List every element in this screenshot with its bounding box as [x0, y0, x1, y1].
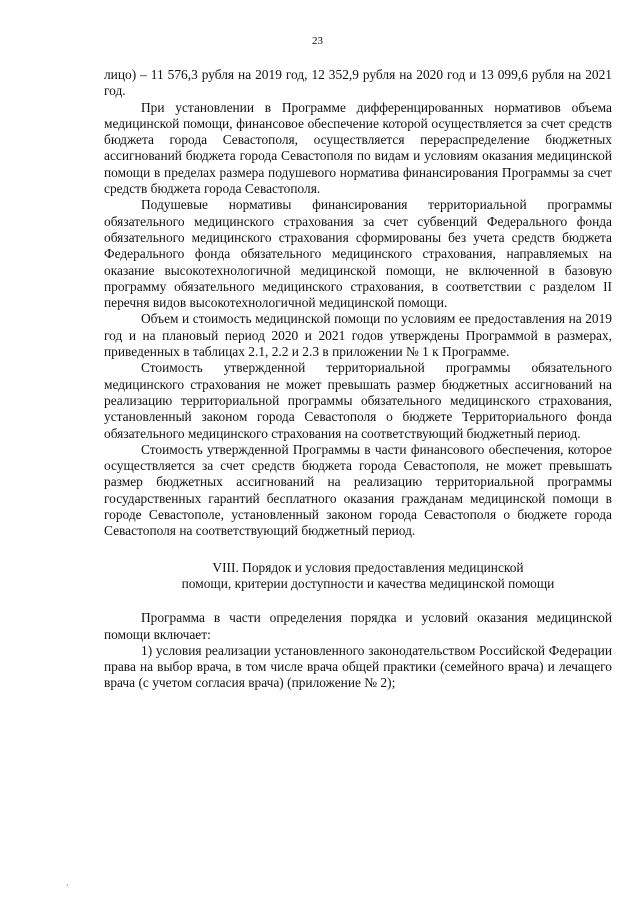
scan-mark: ˏ [66, 876, 69, 886]
spacer [104, 592, 612, 610]
document-body [104, 67, 612, 692]
spacer [104, 540, 612, 560]
paragraph-continuation: лицо) – 11 576,3 рубля на 2019 год, 12 352,9 рубля на 2020 год и 13 099,6 рубля на 2021 год. [104, 67, 612, 99]
paragraph-differentiated-norms: При установлении в Программе дифференцированных нормативов объема медицинской помощи, финансовое обеспечение которой осуществляется за счет средств бюджета города Севастополя, осуществляется перераспределение бюджетных ассигнований бюджета города Севастополя по видам и условиям оказания медицинской помощи в пределах размера подушевого норматива финансирования Программы за счет средств бюджета города Севастополя. [104, 99, 612, 197]
paragraph-list-item-1: 1) условия реализации установленного законодательством Российской Федерации права на выбор врача, в том числе врача общей практики (семейного врача) и лечащего врача (с учетом согласия врача) (приложение № 2); [104, 642, 612, 691]
page-number: 23 [312, 35, 323, 47]
paragraph-oms-cost-limit: Стоимость утвержденной территориальной программы обязательного медицинского страхования не может превышать размер бюджетных ассигнований на реализацию территориальной программы обязательного медицинского страхования, установленный законом города Севастополя о бюджете Территориального фонда обязательного медицинского страхования на соответствующий бюджетный период. [104, 360, 612, 441]
paragraph-per-capita-norms: Подушевые нормативы финансирования территориальной программы обязательного медицинского страхования за счет субвенций Федерального фонда обязательного медицинского страхования сформированы без учета средств бюджета Федерального фонда обязательного медицинского страхования, направляемых на оказание высокотехнологичной медицинской помощи, не включенной в базовую программу обязательного медицинского страхования, в соответствии с разделом II перечня видов высокотехнологичной медицинской помощи. [104, 197, 612, 311]
paragraph-program-cost-limit: Стоимость утвержденной Программы в части финансового обеспечения, которое осуществляется за счет средств бюджета города Севастополя, не может превышать размер бюджетных ассигнований на реализацию территориальной программы государственных гарантий бесплатного оказания гражданам медицинской помощи в городе Севастополе, установленный законом города Севастополя о бюджете города Севастополя на соответствующий бюджетный период. [104, 441, 612, 539]
section-heading-line-2: помощи, критерии доступности и качества медицинской помощи [181, 575, 555, 591]
paragraph-volume-cost: Объем и стоимость медицинской помощи по условиям ее предоставления на 2019 год и на плановый период 2020 и 2021 годов утверждены Программой в размерах, приведенных в таблицах 2.1, 2.2 и 2.3 в приложении № 1 к Программе. [104, 311, 612, 360]
paragraph-program-includes: Программа в части определения порядка и условий оказания медицинской помощи включает: [104, 610, 612, 642]
section-heading-line-1: VIII. Порядок и условия предоставления медицинской [212, 559, 524, 575]
